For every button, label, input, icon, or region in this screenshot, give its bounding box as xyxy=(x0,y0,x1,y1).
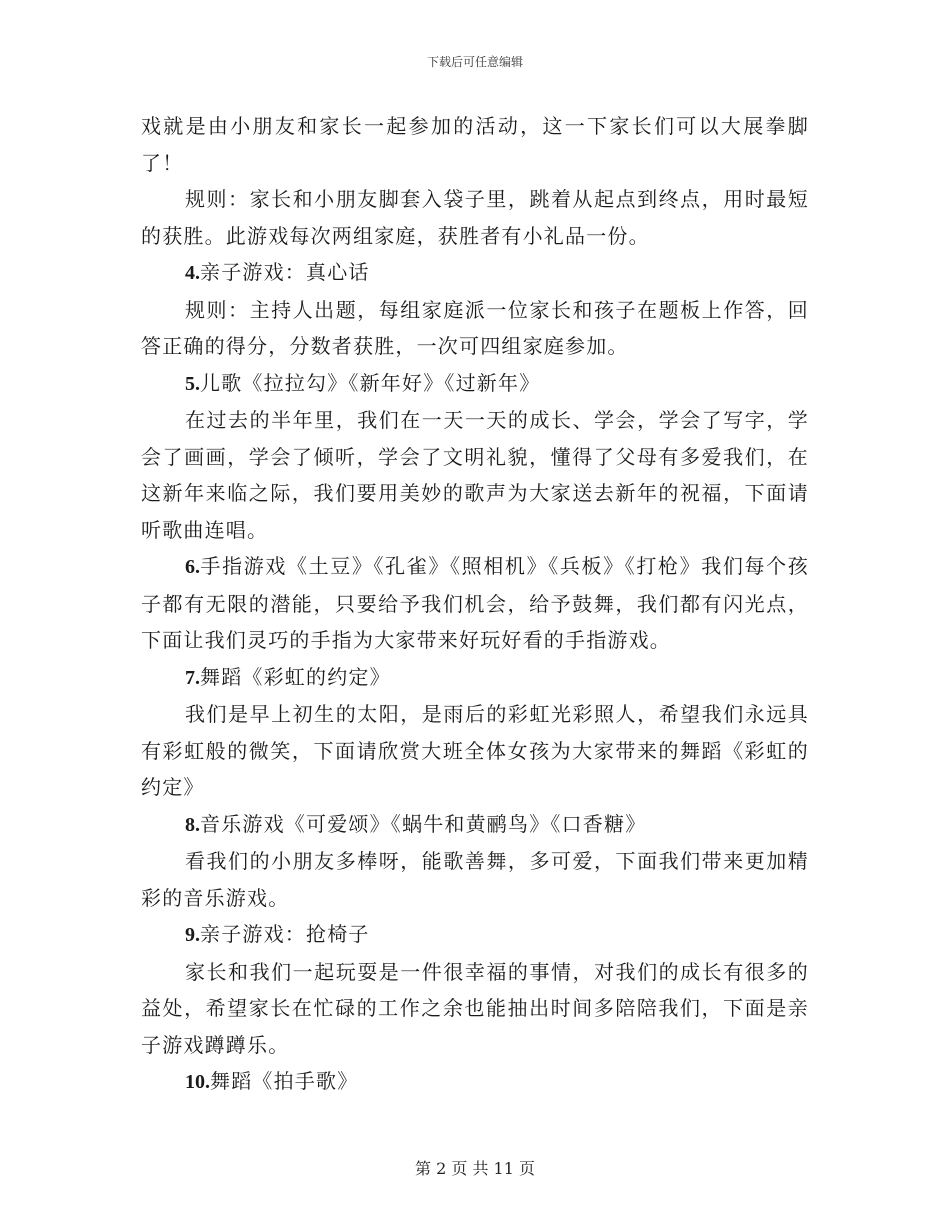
paragraph xyxy=(141,954,809,1064)
section-title: 儿歌《拉拉勾》《新年好》《过新年》 xyxy=(200,370,541,395)
paragraph-text: 家长和我们一起玩耍是一件很幸福的事情，对我们的成长有很多的益处，希望家长在忙碌的工作之余也能抽出时间多陪陪我们，下面是亲子游戏蹲蹲乐。 xyxy=(141,959,809,1057)
section-number: 10. xyxy=(185,1071,210,1093)
paragraph-text: 戏就是由小朋友和家长一起参加的活动，这一下家长们可以大展拳脚了！ xyxy=(141,114,809,175)
section-number: 4. xyxy=(185,262,200,284)
page-header: 下载后可任意编辑 xyxy=(426,55,523,69)
section-number: 7. xyxy=(185,666,200,689)
section-number: 6. xyxy=(185,556,200,578)
section-heading xyxy=(141,365,809,403)
paragraph-text: 在过去的半年里，我们在一天一天的成长、学会，学会了写字，学会了画画，学会了倾听，学会了文明礼貌，懂得了父母有多爱我们，在这新年来临之际，我们要用美妙的歌声为大家送去新年的祝福，下面请听歌曲连唱。 xyxy=(141,408,809,542)
section-title: 音乐游戏《可爱颂》《蜗牛和黄鹂鸟》《口香糖》 xyxy=(200,811,647,836)
section-number: 8. xyxy=(185,813,200,836)
paragraph-text: 我们是早上初生的太阳，是雨后的彩虹光彩照人，希望我们永远具有彩虹般的微笑，下面请欣赏大班全体女孩为大家带来的舞蹈《彩虹的约定》 xyxy=(141,702,809,799)
paragraph xyxy=(141,696,809,806)
section-heading xyxy=(141,916,809,954)
paragraph-text: 看我们的小朋友多棒呀，能歌善舞，多可爱，下面我们带来更加精彩的音乐游戏。 xyxy=(141,849,809,910)
section-heading xyxy=(141,659,809,697)
section-heading xyxy=(141,548,809,659)
section-heading xyxy=(141,806,809,844)
paragraph-text: 规则：家长和小朋友脚套入袋子里，跳着从起点到终点，用时最短的获胜。此游戏每次两组家庭，获胜者有小礼品一份。 xyxy=(141,187,809,248)
paragraph xyxy=(141,181,809,254)
paragraph xyxy=(141,292,809,365)
section-title: 亲子游戏：抢椅子 xyxy=(200,922,370,946)
section-heading xyxy=(141,254,809,292)
section-heading xyxy=(141,1063,809,1101)
section-number: 9. xyxy=(185,924,200,946)
section-title: 手指游戏《土豆》《孔雀》《照相机》《兵板》《打枪》我们每个孩子都有无限的潜能，只要给予我们机会，给予鼓舞，我们都有闪光点，下面让我们灵巧的手指为大家带来好玩好看的手指游戏。 xyxy=(141,554,809,652)
paragraph xyxy=(141,108,809,181)
section-title: 亲子游戏：真心话 xyxy=(200,260,370,284)
paragraph-text: 规则：主持人出题，每组家庭派一位家长和孩子在题板上作答，回答正确的得分，分数者获胜，一次可四组家庭参加。 xyxy=(141,297,809,358)
paragraph xyxy=(141,402,809,548)
page-footer: 第 2 页 共 11 页 xyxy=(415,1159,535,1178)
section-number: 5. xyxy=(185,372,200,395)
section-title: 舞蹈《彩虹的约定》 xyxy=(200,664,391,689)
document-body xyxy=(141,108,809,1101)
section-title: 舞蹈《拍手歌》 xyxy=(210,1069,359,1093)
paragraph xyxy=(141,843,809,916)
